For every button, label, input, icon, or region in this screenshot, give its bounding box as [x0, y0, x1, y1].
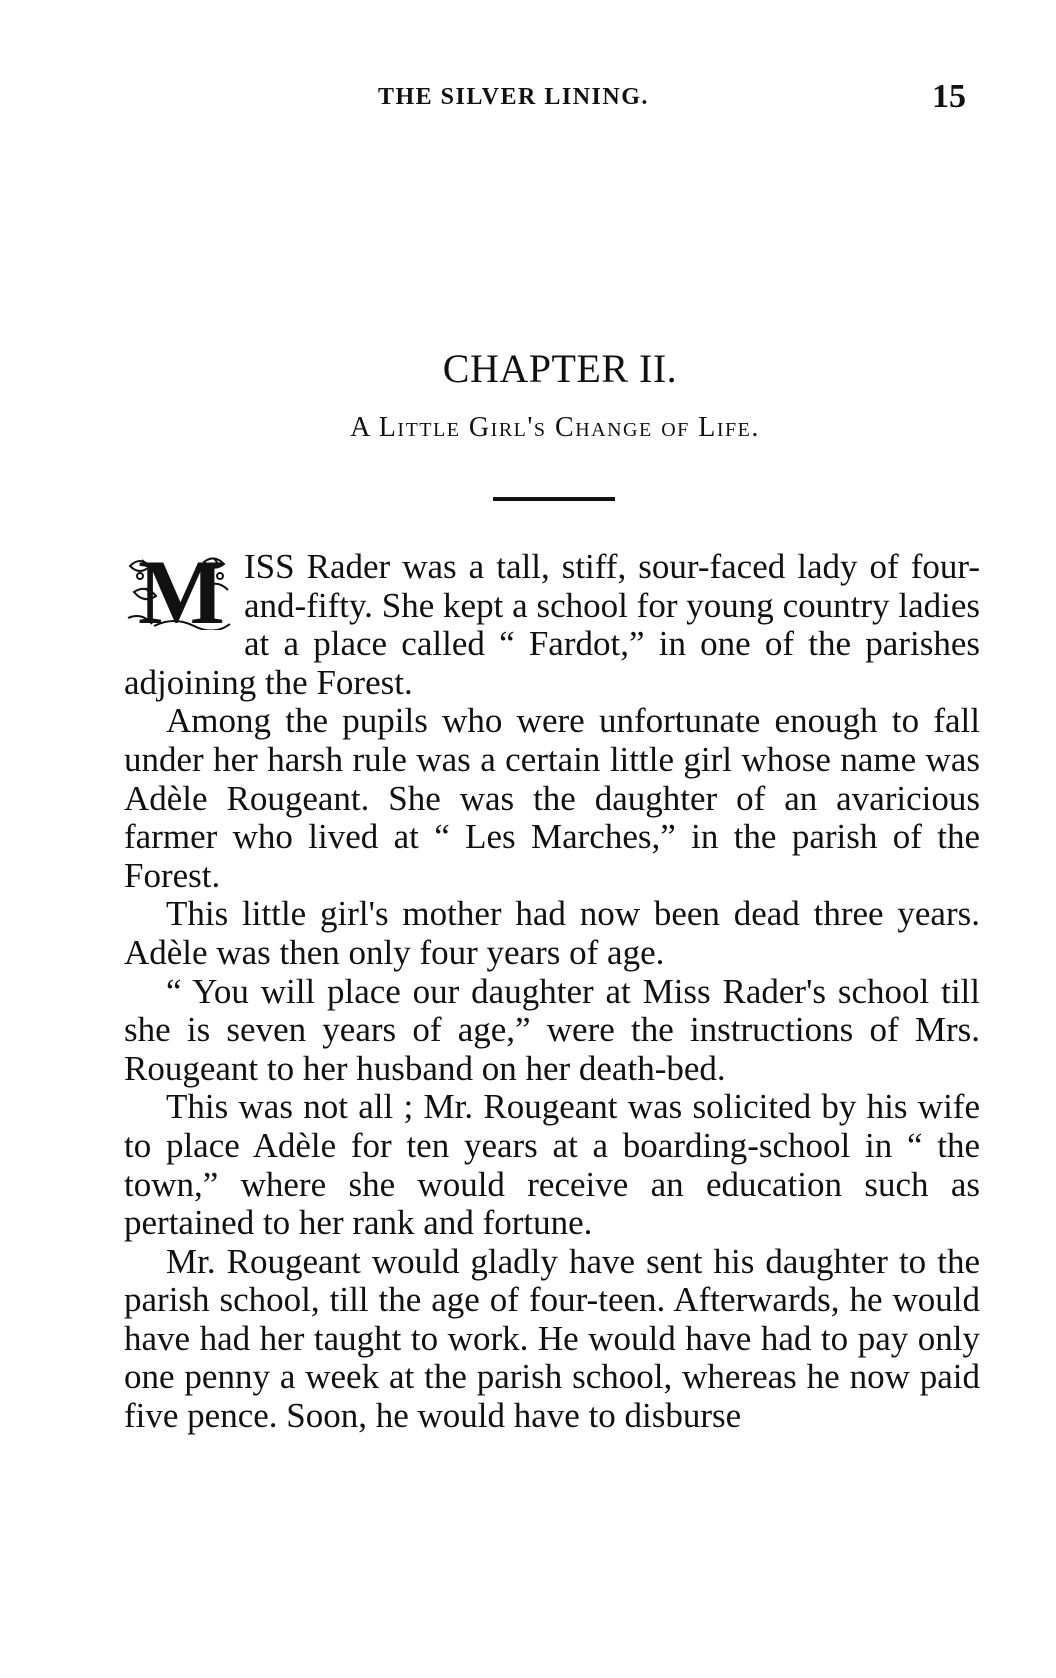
drop-cap — [124, 541, 236, 643]
chapter-subtitle: A Little Girl's Change of Life. — [350, 412, 760, 443]
paragraph-3: This little girl's mother had now been dead three years. Adèle was then only four years of age. — [124, 894, 980, 972]
page-number: 15 — [932, 78, 966, 115]
paragraph-2: Among the pupils who were unfortunate enough to fall under her harsh rule was a certain little girl whose name was Adèle Rougeant. She was the daughter of an avaricious farmer who lived at “ Les Marches,” in the parish of the Forest. — [124, 701, 980, 895]
paragraph-5: This was not all ; Mr. Rougeant was solicited by his wife to place Adèle for ten years at a boarding-school in “ the town,” where she would receive an education such as pertained to her rank and fortune. — [124, 1087, 980, 1243]
running-head — [0, 78, 1056, 118]
paragraph-6: Mr. Rougeant would gladly have sent his daughter to the parish school, till the age of four-teen. Afterwards, he would have had her taught to work. He would have had to pay only one penny a week at the parish school, whereas he now paid five pence. Soon, he would have to disburse — [124, 1241, 980, 1436]
drop-cap-letter: M — [138, 541, 225, 643]
running-title: THE SILVER LINING. — [378, 84, 649, 110]
chapter-divider — [493, 497, 615, 501]
paragraph-1-text: ISS Rader was a tall, stiff, sour-faced lady of four-and-fifty. She kept a school for young country ladies at a place called “ Fardot,” in one of the parishes adjoining the Forest. — [124, 547, 980, 702]
chapter-text — [124, 541, 980, 1436]
paragraph-4: “ You will place our daughter at Miss Rader's school till she is seven years of age,” were the instructions of Mrs. Rougeant to her husband on her death-bed. — [124, 971, 980, 1088]
paragraph-1 — [124, 541, 980, 702]
chapter-title: CHAPTER II. — [442, 346, 678, 391]
